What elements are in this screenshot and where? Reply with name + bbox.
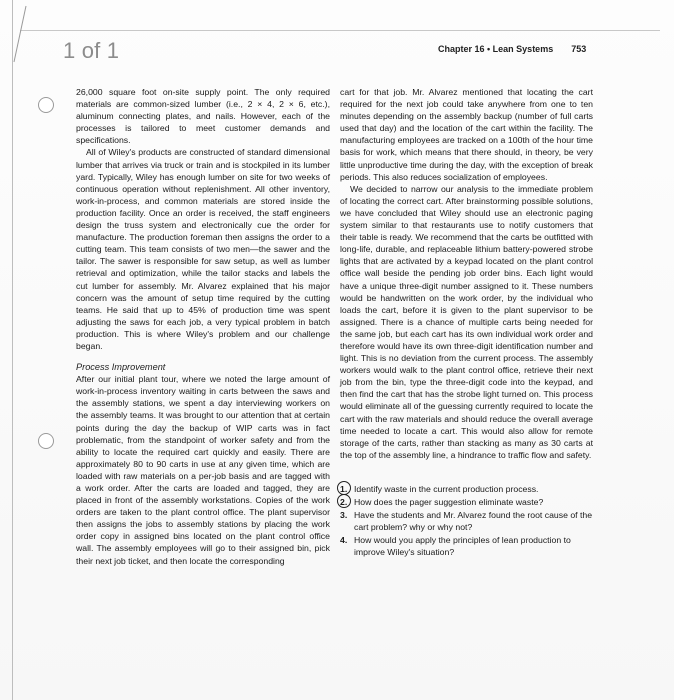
discussion-questions: [340, 483, 593, 559]
paragraph: 26,000 square foot on-site supply point. The only required materials are common-sized lumber (i.e., 2 × 4, 2 × 6, etc.), aluminum connecting plates, and nails. However, each of the processes is tailored to meet customer demands and specifications.: [76, 87, 330, 146]
section-heading: Process Improvement: [76, 362, 166, 373]
left-column: [76, 86, 330, 567]
handwritten-circle: [337, 481, 351, 495]
right-column: [340, 86, 593, 559]
question-number: 2.: [340, 496, 347, 508]
question-item: 3. Have the students and Mr. Alvarez found the root cause of the cart problem? why or why not?: [340, 510, 593, 533]
chapter-title: Chapter 16 • Lean Systems: [438, 44, 554, 54]
running-header: [438, 44, 586, 54]
question-number: 3.: [340, 510, 348, 521]
paragraph: After our initial plant tour, where we noted the large amount of work-in-process inventory waiting in carts between the saws and the assembly stations, we spent a day interviewing workers on the assembly teams. It was brought to our attention that at certain points during the day the backup of WIP carts was in fact problematic, from the standpoint of worker safety and from the ability to locate the required cart quickly and easily. There are approximately 80 to 90 carts in use at any given time, which are loaded with raw materials on a per-job basis and are tagged with a work order. After the carts are loaded and tagged, they are placed in front of the assembly workstations. Copies of the work orders are taken to the plant control office. The plant supervisor then assigns the jobs to assembly stations by placing the work order copy in assigned bins located on the plant control office wall. The assembly employees will go to their assigned bin, pick their next job ticket, and then locate the corresponding: [76, 374, 330, 566]
question-number: 4.: [340, 535, 348, 546]
page-number: 753: [571, 44, 587, 54]
handwritten-circle: [337, 494, 351, 508]
paragraph: We decided to narrow our analysis to the immediate problem of locating the correct cart. After brainstorming possible solutions, we have concluded that Wiley should use an electronic paging system similar to that restaurants use to notify customers that their table is ready. We recommend that the carts be outfitted with long-life, durable, and replaceable lithium battery-powered strobe lights that are activated by a keypad located on the plant control office wall beside the pending job order bins. Each light would have a unique three-digit number assigned to it. These numbers would be handwritten on the work order, by the individual who loads the cart, before it is given to the plant supervisor to be assigned. There is a chance of multiple carts being needed for the same job, but each cart has its own individual work order and therefore would have its own three-digit identification number and light. This is no deviation from the current process. The assembly workers would walk to the plant control office, retrieve their next job from the bin, type the three-digit code into the keypad, and then find the cart that has the strobe light turned on. This process would eliminate all of the guessing currently required to locate the cart with the raw materials and should reduce the overall average time needed to locate a cart. This would also allow for remote storage of the carts, rather than stacking as many as 30 carts at the top of the assembly line, a hindrance to traffic flow and safety.: [340, 183, 593, 460]
question-item: 2. How does the pager suggestion eliminate waste?: [340, 496, 593, 508]
annotation-radio-2[interactable]: [38, 433, 54, 449]
paragraph: cart for that job. Mr. Alvarez mentioned that locating the cart required for the next job could take anywhere from one to ten minutes depending on the assembly backup (number of full carts used that day) and the location of the cart within the facility. The manufacturing employees are tracked on a 100th of the hour time basis for work, which means that there should, in theory, be very little unproductive time during the day, with the exception of break periods. This also reduces socialization of employees.: [340, 87, 593, 182]
question-item: 4. How would you apply the principles of lean production to improve Wiley's situation?: [340, 535, 571, 558]
question-number: 1.: [340, 483, 347, 495]
page-counter: 1 of 1: [63, 38, 120, 63]
question-item: 1. Identify waste in the current production process.: [340, 483, 593, 495]
page-edge: [12, 0, 13, 700]
paragraph: All of Wiley's products are constructed of standard dimensional lumber that arrives via truck or train and is stockpiled in its lumber yard. Typically, Wiley has enough lumber on site for two weeks of continuous operation without replenishment. All other inventory, work-in-process, and common materials are stored inside the production facility. Once an order is received, the staff engineers design the truss system and electronically cue the order for manufacture. The production foreman then assigns the order to a cutting team. This team consists of two men—the sawer and the tailor. The sawer is responsible for saw setup, as well as lumber retrieval and optimization, while the tailor stacks and labels the cut lumber for assembly. Mr. Alvarez explained that his major concern was the amount of setup time required by the cutting teams. He said that up to 45% of production time was spent adjusting the saws for each job, a very typical problem in batch production. This is where Wiley's problem and our challenge began.: [76, 147, 330, 351]
page-fold-mark: [6, 4, 32, 64]
page-top-rule: [20, 30, 660, 31]
annotation-radio-1[interactable]: [38, 97, 54, 113]
